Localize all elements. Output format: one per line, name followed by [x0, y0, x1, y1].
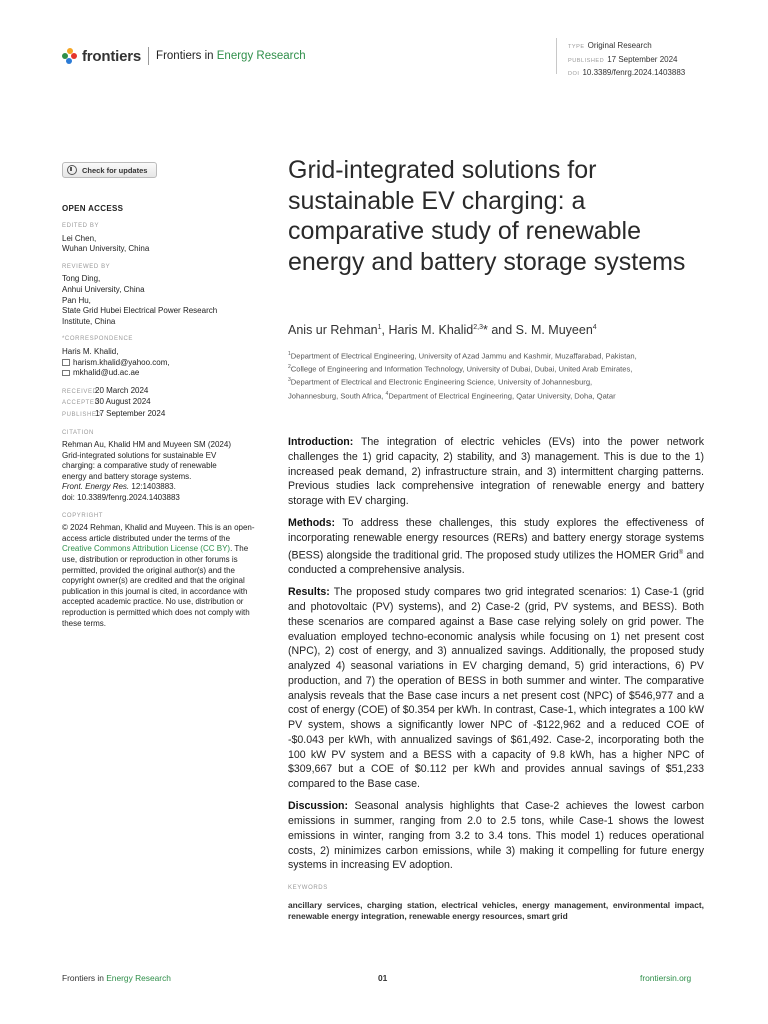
- frontiers-logo[interactable]: [62, 47, 306, 65]
- reviewed-by: Tong Ding, Anhui University, China Pan Hu, State Grid Hubei Electrical Power Research Institute, China: [62, 274, 218, 326]
- footer-journal: Frontiers in Energy Research: [62, 973, 171, 983]
- keywords-label: KEYWORDS: [288, 885, 328, 891]
- abstract: [288, 435, 704, 881]
- frontiers-logo-icon: [62, 48, 78, 64]
- article-title: Grid-integrated solutions for sustainable EV charging: a comparative study of renewable energy and battery storage systems: [288, 156, 686, 276]
- abstract-discussion: Discussion: Seasonal analysis highlights that Case-2 achieves the lowest carbon emissions in summer, ranging from 2.0 to 2.5 tons, while Case-1 shows the lowest emissions in winter, ranging from 3.2 to 3.4 tons. This model 1) reduces operational costs, 2) minimizes carbon emissions, while 3) making it compelling for future energy systems in increasing EV adoption.: [288, 800, 704, 872]
- author-1[interactable]: Anis ur Rehman: [288, 323, 378, 337]
- author-list: Anis ur Rehman$^1$, Haris M. Khalid$^{2,3}$* and S. M. Muyeen$^4$: [288, 323, 597, 337]
- keywords: ancillary services, charging station, electrical vehicles, energy management, environmental impact, renewable energy integration, renewable energy resources, smart grid: [288, 900, 704, 922]
- refresh-icon: [67, 165, 77, 175]
- open-access-label: OPEN ACCESS: [62, 204, 124, 213]
- abstract-introduction: Introduction: The integration of electric vehicles (EVs) into the power network challenges the 1) grid capacity, 2) stability, and 3) management. This is due to the 1) increased peak demand, 2) infrastructure strain, and 3) intermittent charging patterns. Previous studies lack comprehensive integration of renewable energy and battery storage with EV charging.: [288, 436, 704, 507]
- abstract-methods: Methods: To address these challenges, this study explores the effectiveness of incorporating renewable energy resources (RERs) and battery energy storage systems (BESS) alongside the traditional grid. The proposed study utilizes the HOMER Grid® and conducted a comprehensive analysis.: [288, 517, 705, 577]
- email-1[interactable]: harism.khalid@yahoo.com,: [62, 358, 262, 369]
- dates: RECEIVED20 March 2024 ACCEPTED30 August 2024 PUBLISHED17 September 2024: [62, 385, 166, 418]
- cc-by-license-link[interactable]: Creative Commons Attribution License (CC BY): [62, 544, 231, 554]
- logo-divider: [148, 47, 149, 65]
- copyright: © 2024 Rehman, Khalid and Muyeen. This is an open-access article distributed under the terms of the Creative Commons Attribution License (CC BY). The use, distribution or reproduction in other forums is permitted, provided the original author(s) and the copyright owner(s) are credited and that the original publication in this journal is cited, in accordance with accepted academic practice. No use, distribution or reproduction is permitted which does not comply with these terms.: [62, 523, 255, 628]
- meta-divider: [556, 38, 557, 74]
- meta-type: TYPE Original Research: [568, 41, 652, 50]
- correspondence: Haris M. Khalid, harism.khalid@yahoo.com, mkhalid@ud.ac.ae: [62, 347, 262, 379]
- check-for-updates-button[interactable]: Check for updates: [62, 162, 157, 178]
- site-link[interactable]: frontiersin.org: [640, 973, 692, 983]
- brand-name: frontiers: [82, 47, 142, 65]
- author-3[interactable]: S. M. Muyeen: [515, 323, 593, 337]
- email-2[interactable]: mkhalid@ud.ac.ae: [62, 368, 262, 379]
- edited-by: Lei Chen, Wuhan University, China: [62, 233, 150, 254]
- page-number: 01: [378, 973, 388, 983]
- article-meta: [568, 40, 685, 81]
- envelope-icon: [62, 359, 70, 366]
- abstract-results: Results: The proposed study compares two grid integrated scenarios: 1) Case-1 (grid and photovoltaic (PV) systems), and 2) Case-2 (grid, PV systems, and BESS). Both these scenarios are compared against a Base case relying solely on grid power. The evaluation employed techno-economic analysis while focusing on 1) net present cost (NPC), 2) cost of energy, and 3) annualized savings. Additionally, the proposed study analyzed 4) seasonal variations in EV charging demand, 5) grid interactions, 6) PV production, and 7) the operation of BESS in both summer and winter. The comparative analysis reveals that the Base case incurs a net present cost (NPC) of $546,977 and a cost of energy (COE) of $0.354 per kWh. In contrast, Case-1, which integrates a 100 kW PV system, shows a significantly lower NPC of -$122,962 and a reduced COE of -$0.043 per kWh, with annualized savings of $61,492. Case-2, incorporating both the 100 kW PV system and a BESS with a capacity of 9.8 kWh, has a higher NPC of $309,667 but a COE of $0.112 per kWh and provides annual savings of $51,233 compared to the Base case.: [288, 586, 704, 791]
- meta-doi: DOI 10.3389/fenrg.2024.1403883: [568, 68, 686, 77]
- citation: Rehman Au, Khalid HM and Muyeen SM (2024) Grid-integrated solutions for sustainable EV charging: a comparative study of renewable energy and battery storage systems. Front. Energy Res. 12:1403883. doi: 10.3389/fenrg.2024.1403883: [62, 440, 231, 503]
- author-2[interactable]: Haris M. Khalid: [388, 323, 474, 337]
- affiliations: $^1$Department of Electrical Engineering, University of Azad Jammu and Kashmir, Muzaffarabad, Pakistan, $^2$College of Engineering and Information Technology, University of Dubai, Dubai, United Arab Emirates, $^3$Department of Electrical and Electronic Engineering Science, University of Johannesburg, Johannesburg, South Africa, $^4$Department of Electrical Engineering, Qatar University, Doha, Qatar: [288, 351, 637, 401]
- sidebar-info: EDITED BY Lei Chen, Wuhan University, China REVIEWED BY Tong Ding, Anhui University, China Pan Hu, State Grid Hubei Electrical Power Research Institute, China *CORRESPONDENCE Haris M. Khalid, harism.khalid@yahoo.com, mkhalid@ud.ac.ae RECEIVED20 March 2024 ACCEPTED30 August 2024 PUBLISHED17 September 2024 CITATION Rehman Au, Khalid HM and Muyeen SM (2024) Grid-integrated solutions for sustainable EV charging: a comparative study of renewable energy and battery storage systems. Front. Energy Res. 12:1403883. doi: 10.3389/fenrg.2024.1403883 COPYRIGHT © 2024 Rehman, Khalid and Muyeen. This is an open-access article distributed under the terms of the Creative Commons Attribution License (CC BY). The use, distribution or reproduction in other forums is permitted, provided the original author(s) and the copyright owner(s) are credited and that the original publication in this journal is cited, in accordance with accepted academic practice. No use, distribution or reproduction is permitted which does not comply with these terms.: [62, 221, 262, 629]
- meta-published: PUBLISHED 17 September 2024: [568, 54, 678, 64]
- envelope-icon: [62, 370, 70, 377]
- journal-name: Frontiers in Energy Research: [156, 50, 306, 62]
